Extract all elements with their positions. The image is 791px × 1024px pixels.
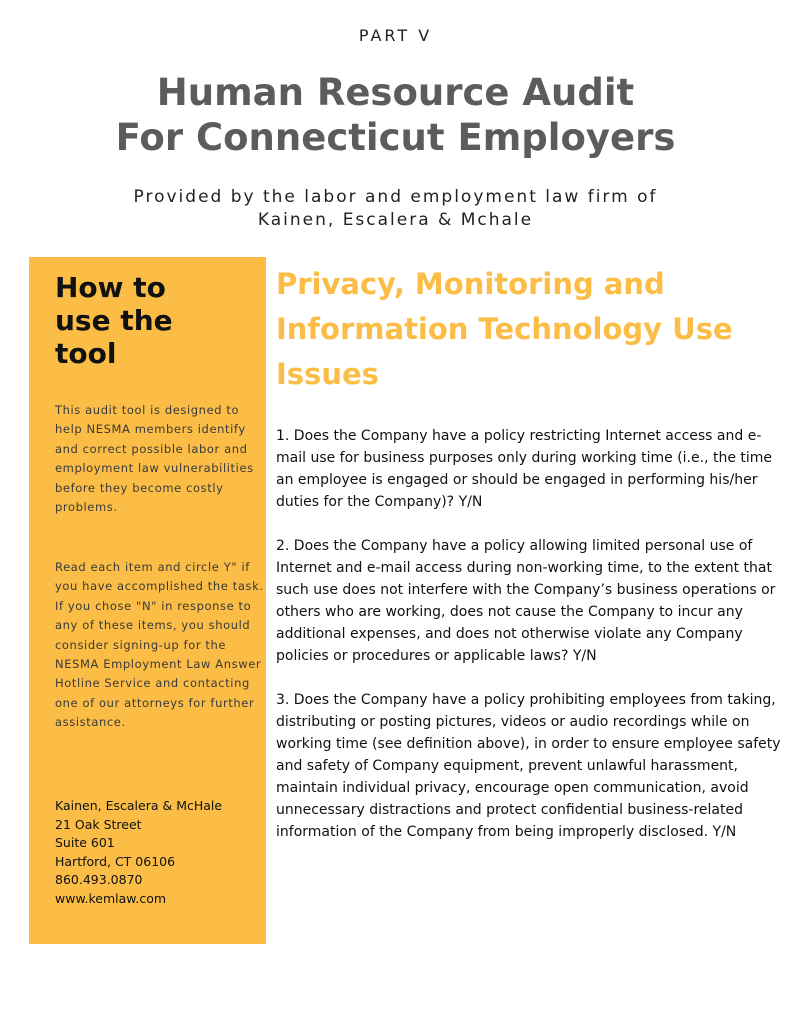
- contact-street: 21 Oak Street: [55, 816, 142, 832]
- section-title: [276, 262, 781, 397]
- page-title-line-1: Human Resource Audit: [156, 71, 635, 114]
- question-item: 1. Does the Company have a policy restricting Internet access and e-mail use for business purposes only during working time (i.e., the time an employee is engaged or should be engaged in performing his/her duties for the Company)? Y/N: [276, 428, 773, 510]
- contact-phone: 860.493.0870: [55, 872, 143, 888]
- sidebar-heading-line-1: How to: [55, 271, 166, 304]
- page-title: [0, 70, 791, 160]
- contact-suite: Suite 601: [55, 835, 115, 851]
- sidebar-intro-paragraph: This audit tool is designed to help NESMA members identify and correct possible labor and employment law vulnerabilities before they become costly problems.: [55, 403, 254, 515]
- page-title-line-2: For Connecticut Employers: [115, 116, 676, 159]
- sidebar-heading-line-3: tool: [55, 337, 117, 370]
- question-item: 3. Does the Company have a policy prohibiting employees from taking, distributing or posting pictures, videos or audio recordings while on working time (see definition above), in order to ensure employee safety and safety of Company equipment, prevent unlawful harassment, maintain individual privacy, encourage open communication, avoid unnecessary distractions and protect confidential business-related information of the Company from being improperly disclosed. Y/N: [276, 692, 781, 840]
- how-to-sidebar: [29, 257, 266, 944]
- section-title-line-3: Issues: [276, 357, 379, 391]
- sidebar-instructions-paragraph: Read each item and circle Y" if you have accomplished the task. If you chose "N" in response to any of these items, you should consider signing-up for the NESMA Employment Law Answer Hotline Service and contacting one of our attorneys for further assistance.: [55, 560, 264, 730]
- contact-website: www.kemlaw.com: [55, 890, 167, 906]
- subtitle-line-2: Kainen, Escalera & Mchale: [257, 210, 534, 230]
- subtitle-line-1: Provided by the labor and employment law firm of: [133, 187, 658, 207]
- part-label: PART V: [358, 26, 433, 45]
- section-title-line-2: Information Technology Use: [276, 312, 733, 346]
- question-list: [276, 425, 781, 865]
- page-subtitle: [0, 186, 791, 232]
- contact-block: [55, 797, 265, 909]
- sidebar-heading: [55, 271, 255, 370]
- section-title-line-1: Privacy, Monitoring and: [276, 267, 665, 301]
- contact-city: Hartford, CT 06106: [55, 853, 176, 869]
- question-item: 2. Does the Company have a policy allowing limited personal use of Internet and e-mail access during non-working time, to the extent that such use does not interfere with the Company’s business operations or others who are working, does not cause the Company to incur any additional expenses, and does not otherwise violate any Company policies or procedures or applicable laws? Y/N: [276, 538, 776, 664]
- contact-firm: Kainen, Escalera & McHale: [55, 798, 223, 813]
- sidebar-heading-line-2: use the: [55, 304, 173, 337]
